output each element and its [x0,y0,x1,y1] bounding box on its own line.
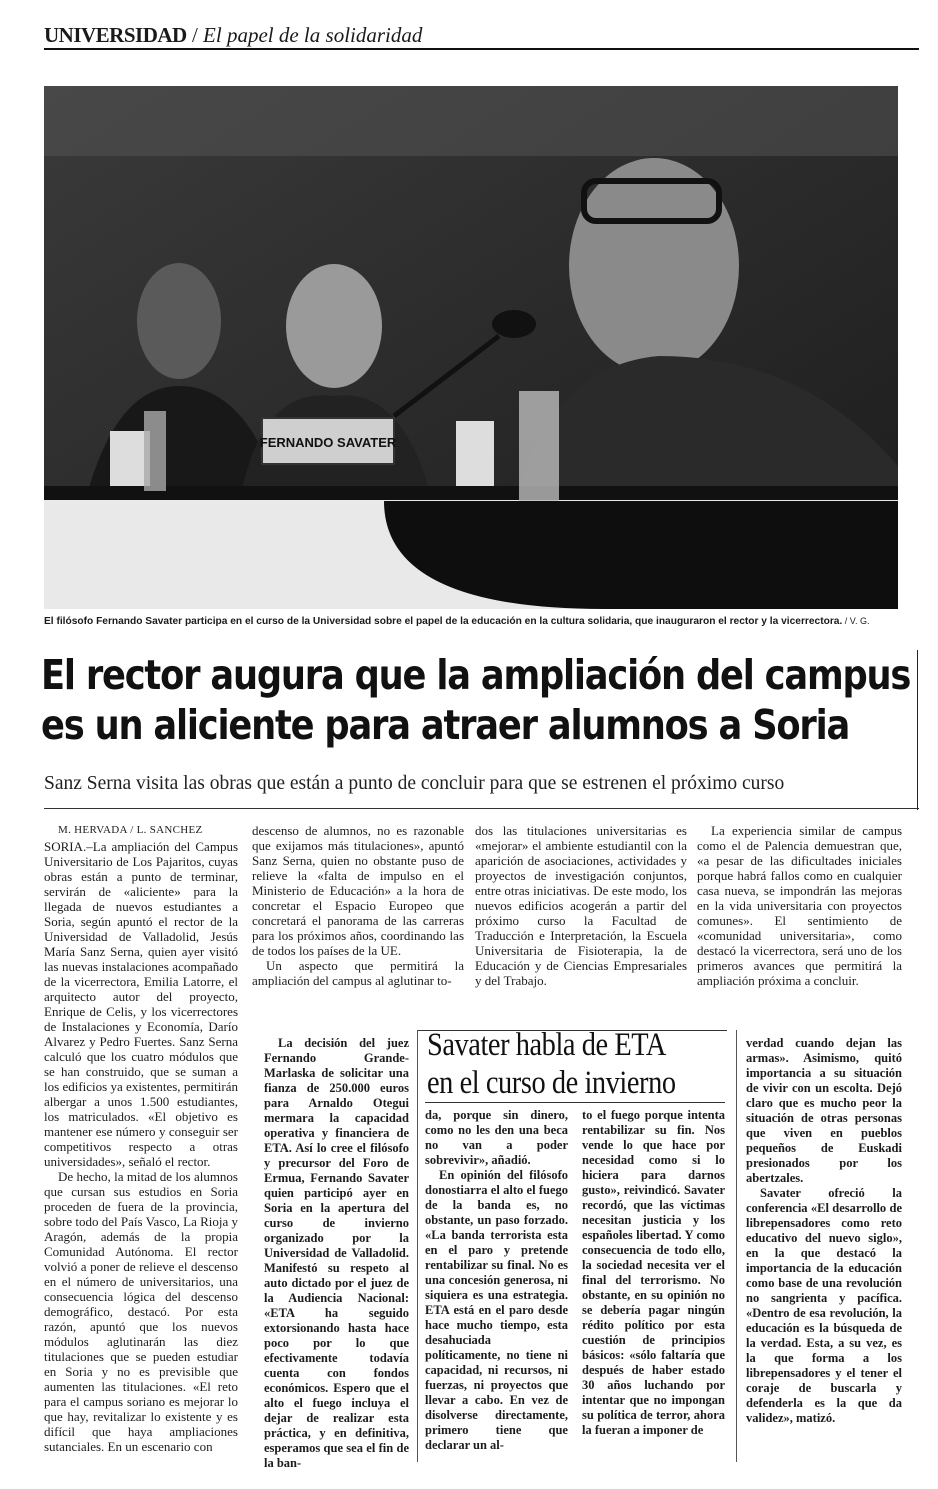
bottle-left [144,411,166,491]
person-left-head [137,263,221,379]
sidebar-paragraph: La decisión del juez Fernando Grande-Marlaska de solicitar una fianza de 250.000 euros para Arnaldo Otegui mermara la capacidad operativa y financiera de ETA. Así lo cree el filósofo y precursor del Foro de Ermua, Fernando Savater quien participó ayer en Soria en la apertura del curso de invierno organizado por la Universidad de Valladolid. Manifestó su respeto al auto dictado por el juez de la Audiencia Nacional: «ETA ha seguido extorsionando hasta hace poco por lo que efectivamente todavía cuenta con fondos económicos. Espero que el alto el fuego incluya el dejar de realizar esta práctica, y en definitiva, esperamos que sea el fin de la ban- [264,1036,409,1470]
sidebar-paragraph: Savater ofreció la conferencia «El desarrollo de librepensadores como reto educativo del nuevo siglo», en la que destacó la importancia de la educación como base de una revolución no sangrienta y pacífica. «Dentro de esa revolución, la educación es la búsqueda de la verdad. Esta, a su vez, es la que forma a los librepensadores y el tener el coraje de buscarla y defenderla es la que da validez», matizó. [746,1186,902,1425]
byline: M. HERVADA / L. SANCHEZ [58,824,203,836]
sidebar-title-line-2: en el curso de invierno [427,1065,676,1101]
photo-credit: / V. G. [842,616,870,626]
section-header [44,22,914,48]
person-right-head [569,158,739,374]
sidebar-title [427,1026,685,1102]
subheadline-rule [44,808,919,809]
photo-illustration [44,86,898,609]
article-paragraph: dos las titulaciones universitarias es «mejorar» el ambiente estudiantil con la aparición de asociaciones, actividades y proyectos de investigación conjuntos, entre otras iniciativas. De este modo, los nuevos edificios acogerán a partir del próximo curso la Facultad de Traducción e Interpretación, la Escuela Universitaria de Fisioterapia, la de Educación y de Ciencias Empresariales y del Trabajo. [475,823,687,988]
news-photo [44,86,898,609]
sidebar-paragraph: En opinión del filósofo donostiarra el alto el fuego de la banda es, no obstante, un paso forzado. «La banda terrorista esta en el paro y pretende rentabilizar su final. No es una concesión generosa, ni siquiera es una estrategia. ETA está en el paro desde hace mucho tiempo, esta desahuciada políticamente, no tiene ni capacidad, ni recursos, ni fuerzas, ni proyectos que llevar a cabo. En vez de disolverse directamente, primero tiene que declarar un al- [425,1168,568,1452]
article-paragraph: SORIA.–La ampliación del Campus Universitario de Los Pajaritos, cuyas obras están a punto de terminar, servirán de «aliciente» para la llegada de nuevos estudiantes a Soria, según apuntó el rector de la Universidad de Valladolid, Jesús María Sanz Serna, quien ayer visitó las nuevas instalaciones acompañado de la vicerrectora, Emilia Latorre, el arquitecto autor del proyecto, Enrique de Celis, y los vicerrectores de Instalaciones y Economía, Darío Alvarez y Pedro Fuertes. Sanz Serna calculó que los cuatro módulos que se han construido, que se suman a los edificios ya existentes, permitirán albergar a unos 1.500 estudiantes, los matriculados. «El objetivo es mantener ese número y conseguir ser competitivos respecto a otras universidades», señaló el rector. [44,839,238,1169]
bottle-right [519,391,559,501]
caption-text: El filósofo Fernando Savater participa en el curso de la Universidad sobre el papel de la educación en la cultura solidaria, que inauguraron el rector y la vicerrectora. [44,616,843,627]
sidebar-title-rule [425,1102,725,1103]
nameplate-text: FERNANDO SAVATER [259,435,397,450]
cup-right [456,421,494,486]
article-column-4 [697,823,902,1003]
sidebar-column-1 [425,1108,568,1463]
article-column-2 [252,823,464,1023]
article-paragraph: descenso de alumnos, no es razonable que exijamos más titulaciones», apuntó Sanz Serna, quien no obstante puso de relieve la «falta de impulso en el Ministerio de Educación» a la hora de concretar el Espacio Europeo que concretará el panorama de las carreras para los próximos años, coordinando las de todos los países de la UE. [252,823,464,958]
article-column-3 [475,823,687,1003]
article-column-1 [44,823,238,1463]
sidebar-left-rule [417,1030,418,1462]
sidebar-column-3 [746,1036,902,1461]
sidebar-paragraph: verdad cuando dejan las armas». Asimismo, quitó importancia a su situación de vivir con un escolta. Dejó claro que es mucho peor la situación de otras personas que viven en pueblos pequeños de Euskadi presionados por los abertzales. [746,1036,902,1185]
sidebar-right-rule [736,1030,737,1462]
article-paragraph: De hecho, la mitad de los alumnos que cursan sus estudios en Soria proceden de fuera de la provincia, sobre todo del País Vasco, La Rioja y Aragón, además de la propia Comunidad Autónoma. El rector volvió a poner de relieve el descenso en el número de universitarios, una consecuencia lógica del descenso demográfico, destacó. Por esta razón, apuntó que los nuevos módulos aglutinarán las diez titulaciones que se pueden estudiar en Soria y no es previsible que aumenten las titulaciones. «El reto para el campus soriano es mejorar lo que hay, revitalizar lo existente y es difícil que haya ampliaciones sutanciales. En un escenario con [44,1169,239,1454]
headline [41,650,911,750]
section-name: UNIVERSIDAD [44,23,187,47]
article-paragraph: Un aspecto que permitirá la ampliación del campus al aglutinar to- [252,958,464,988]
headline-line-1: El rector augura que la ampliación del campus [41,651,911,699]
sidebar-paragraph: da, porque sin dinero, como no les den una beca no van a poder sobrevivir», añadió. [425,1108,568,1167]
sidebar-title-line-1: Savater habla de ETA [427,1027,666,1063]
section-topic: El papel de la solidaridad [203,23,423,47]
article-paragraph: La experiencia similar de campus como el de Palencia demuestran que, «a pesar de las dificultades iniciales porque habrá fallos como en cualquier casa nueva, se impondrán las mejoras en la vida universitaria con proyectos comunes». El sentimiento de «comunidad universitaria», como destacó la vicerrectora, será uno de los primeros avances que permitirá la ampliación próxima a concluir. [697,823,902,988]
header-rule [44,48,919,50]
subheadline: Sanz Serna visita las obras que están a punto de concluir para que se estrenen el próximo curso [44,773,785,794]
sidebar-intro-column [264,1036,409,1470]
sidebar-paragraph: to el fuego porque intenta rentabilizar su fin. Nos vende lo que hace por necesidad como si lo hiciera para darnos gusto», reivindicó. Savater recordó, que las víctimas necesitan justicia y los españoles libertad. Y como consecuencia de todo ello, la sociedad necesita ver el final del terrorismo. No obstante, en su opinión no se debería pagar ningún rédito político por esta cuestión de principios básicos: «sólo faltaría que después de haber estado 30 años luchando por intentar que no impongan su política de terror, ahora la fueran a imponer de [582,1108,725,1437]
section-separator: / [186,23,204,47]
headline-line-2: es un aliciente para atraer alumnos a Soria [41,701,850,749]
microphone [492,310,536,338]
photo-caption [44,614,904,629]
sidebar-column-2 [582,1108,725,1463]
person-center-head [286,264,382,388]
